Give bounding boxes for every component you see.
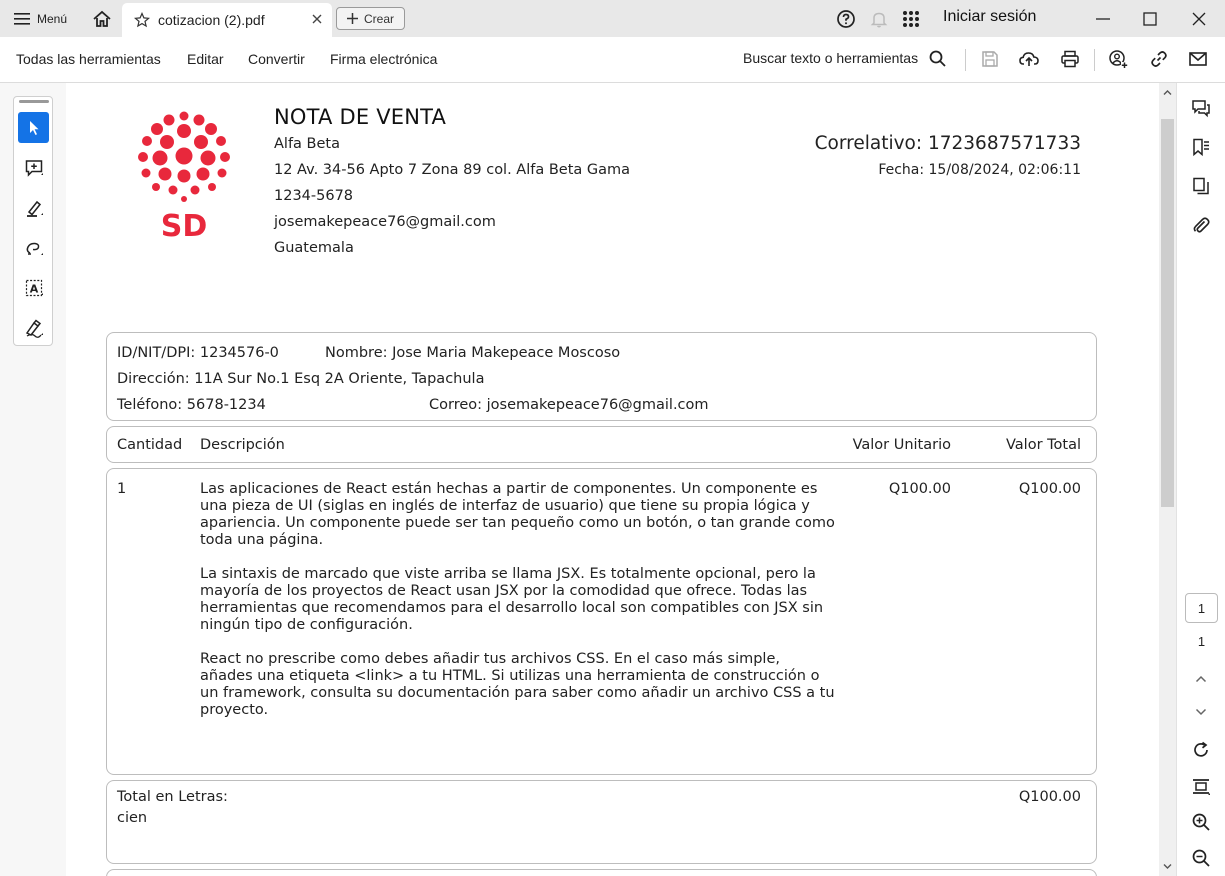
apps-grid-icon[interactable] (901, 9, 921, 29)
pen-sign-icon (24, 318, 44, 338)
total-pages: 1 (1197, 634, 1206, 649)
search-icon[interactable] (928, 49, 948, 69)
company-logo (136, 111, 232, 239)
total-amount: Q100.00 (1018, 789, 1081, 805)
invoice-date: Fecha: 15/08/2024, 02:06:11 (878, 162, 1081, 178)
column-header-desc: Descripción (200, 437, 285, 453)
search-tools-label[interactable]: Buscar texto o herramientas (743, 50, 919, 66)
help-icon[interactable] (836, 9, 856, 29)
scroll-up-arrow-icon[interactable] (1163, 88, 1172, 97)
fit-page-icon[interactable] (1191, 777, 1211, 797)
svg-text:SD: SD (160, 209, 208, 239)
esign-menu[interactable]: Firma electrónica (330, 51, 438, 67)
close-tab-icon[interactable] (310, 12, 324, 26)
create-label: Crear (363, 11, 394, 26)
quick-tools-panel (13, 96, 53, 346)
description-paragraph: Las aplicaciones de React están hechas a partir de componentes. Un componente es una pieza de UI (siglas en inglés de interfaz de usuario) que tiene su propia lógica y apariencia. Un componente puede ser tan pequeño como un botón, o tan grande como toda una página. (200, 481, 835, 548)
sign-tool[interactable] (18, 312, 49, 343)
maximize-icon[interactable] (1140, 9, 1160, 29)
scroll-thumb[interactable] (1161, 119, 1174, 507)
company-email: josemakepeace76@gmail.com (274, 214, 496, 230)
left-tool-rail (0, 83, 66, 876)
column-header-qty: Cantidad (117, 437, 183, 453)
text-select-tool[interactable] (18, 272, 49, 303)
next-page-icon[interactable] (1191, 702, 1211, 722)
bell-icon[interactable] (869, 9, 889, 29)
minimize-icon[interactable] (1093, 9, 1113, 29)
star-icon[interactable] (134, 12, 150, 28)
tab-title: cotizacion (2).pdf (158, 12, 265, 28)
client-email: Correo: josemakepeace76@gmail.com (429, 397, 709, 413)
client-name: Nombre: Jose Maria Makepeace Moscoso (325, 345, 621, 361)
table-header (106, 426, 1097, 463)
edit-menu[interactable]: Editar (187, 51, 224, 67)
title-bar (0, 0, 1225, 37)
row-qty: 1 (117, 481, 127, 497)
hamburger-icon (14, 12, 30, 26)
current-page-input[interactable]: 1 (1185, 593, 1218, 623)
draw-tool[interactable] (18, 232, 49, 263)
document-tab[interactable] (122, 3, 332, 37)
zoom-out-icon[interactable] (1191, 848, 1211, 868)
convert-menu[interactable]: Convertir (248, 51, 305, 67)
create-button[interactable] (336, 7, 405, 30)
correlativo-number: Correlativo: 1723687571733 (814, 133, 1081, 154)
mail-icon[interactable] (1188, 49, 1208, 69)
toolbar-divider (965, 49, 966, 71)
company-country: Guatemala (274, 240, 354, 256)
text-box-icon (24, 278, 44, 298)
company-name: Alfa Beta (274, 136, 340, 152)
select-tool[interactable] (18, 112, 49, 143)
comments-icon[interactable] (1191, 98, 1211, 118)
page-thumbnails-icon[interactable] (1191, 176, 1211, 196)
toolbar-divider (1094, 49, 1095, 71)
cursor-arrow-icon (26, 120, 42, 136)
company-address: 12 Av. 34-56 Apto 7 Zona 89 col. Alfa Beta Gama (274, 162, 631, 178)
row-unit-price: Q100.00 (888, 481, 951, 497)
highlight-tool[interactable] (18, 192, 49, 223)
attachments-icon[interactable] (1191, 215, 1211, 235)
table-row (106, 468, 1097, 775)
totals-box (106, 780, 1097, 864)
sign-in-link[interactable]: Iniciar sesión (943, 8, 1037, 25)
row-description (200, 481, 835, 736)
menu-label: Menú (37, 12, 68, 26)
total-letters-value: cien (117, 810, 148, 826)
previous-page-icon[interactable] (1191, 669, 1211, 689)
rotate-icon[interactable] (1191, 740, 1211, 760)
pdf-page (66, 83, 1159, 876)
main-toolbar (0, 37, 1225, 83)
link-icon[interactable] (1149, 49, 1169, 69)
company-phone: 1234-5678 (274, 188, 354, 204)
row-total-price: Q100.00 (1018, 481, 1081, 497)
add-comment-tool[interactable] (18, 152, 49, 183)
right-side-rail (1176, 83, 1225, 876)
all-tools-menu[interactable]: Todas las herramientas (16, 51, 161, 67)
share-user-icon[interactable] (1108, 49, 1128, 69)
vertical-scrollbar[interactable] (1159, 83, 1176, 876)
column-header-total: Valor Total (1005, 437, 1081, 453)
client-id: ID/NIT/DPI: 1234576-0 (117, 345, 279, 361)
footer-box (106, 869, 1097, 876)
plus-icon (347, 13, 358, 24)
description-paragraph: La sintaxis de marcado que viste arriba se llama JSX. Es totalmente opcional, pero la mayoría de los proyectos de React usan JSX por la comodidad que ofrece. Todas las herramientas que recomendamos para el desarrollo local son compatibles con JSX sin ningún tipo de configuración. (200, 566, 824, 633)
column-header-unit: Valor Unitario (852, 437, 951, 453)
menu-button[interactable] (14, 9, 67, 29)
client-address: Dirección: 11A Sur No.1 Esq 2A Oriente, Tapachula (117, 371, 485, 387)
document-title: NOTA DE VENTA (274, 105, 447, 129)
zoom-in-icon[interactable] (1191, 812, 1211, 832)
print-icon[interactable] (1060, 49, 1080, 69)
save-icon[interactable] (980, 49, 1000, 69)
total-letters-label: Total en Letras: (117, 789, 228, 805)
home-icon[interactable] (92, 9, 112, 29)
freehand-draw-icon (24, 238, 44, 258)
scroll-down-arrow-icon[interactable] (1163, 862, 1172, 871)
client-info-box (106, 332, 1097, 421)
highlighter-pen-icon (24, 198, 44, 218)
window-close-icon[interactable] (1189, 9, 1209, 29)
description-paragraph: React no prescribe como debes añadir tus archivos CSS. En el caso más simple, añades una etiqueta <link> a tu HTML. Si utilizas una herramienta de construcción o un framework, consulta su documentación para saber como añadir un archivo CSS a tu proyecto. (200, 651, 835, 718)
bookmarks-icon[interactable] (1191, 137, 1211, 157)
panel-grip[interactable] (19, 100, 49, 103)
cloud-upload-icon[interactable] (1019, 49, 1039, 69)
client-phone: Teléfono: 5678-1234 (117, 397, 266, 413)
comment-add-icon (24, 158, 44, 178)
svg-text:A: A (29, 282, 38, 295)
